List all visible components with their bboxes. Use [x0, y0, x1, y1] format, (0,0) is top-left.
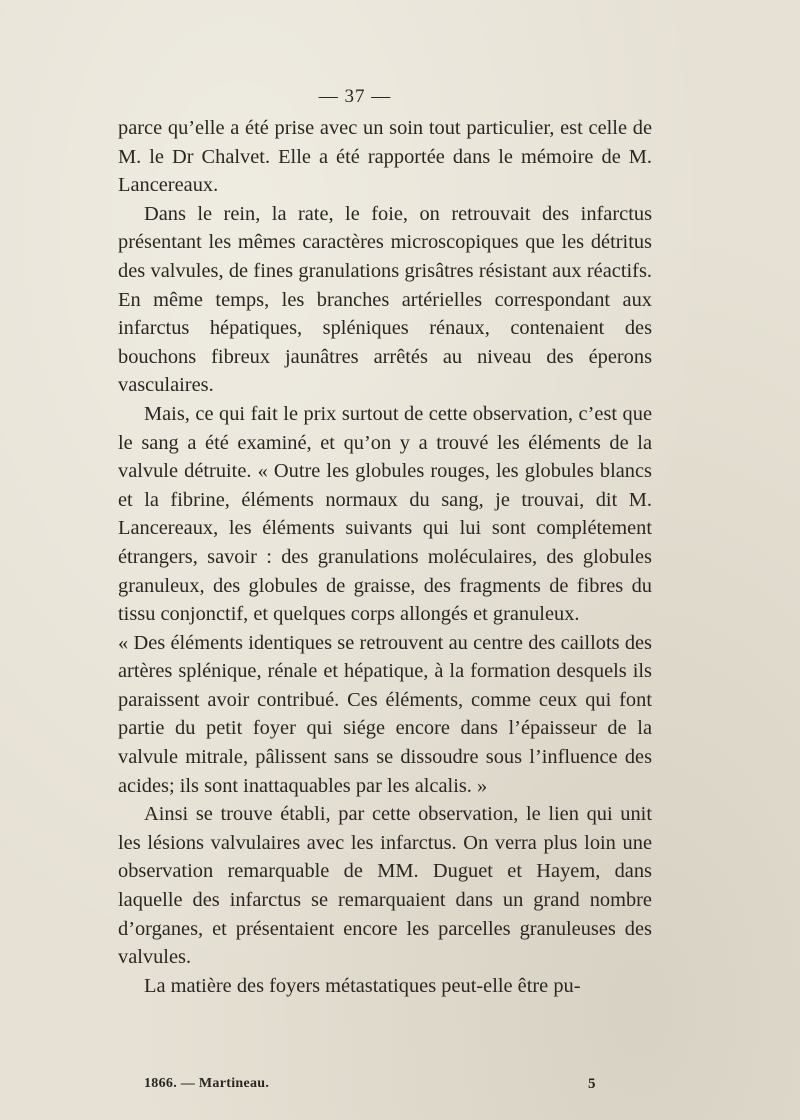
footer-signature: 1866. — Martineau.	[144, 1076, 270, 1091]
paragraph-4: « Des éléments identiques se retrouvent au centre des caillots des artères splénique, rénale et hépatique, à la formation desquels ils paraissent avoir contribué. Ces éléments, comme ceux qui font partie du petit foyer qui siége encore dans l’épaisseur de la valvule mitrale, pâlissent sans se dissoudre sous l’influence des acides; ils sont inattaquables par les alcalis. »	[118, 631, 652, 797]
body-text	[118, 114, 652, 1000]
paragraph-2: Dans le rein, la rate, le foie, on retrouvait des infarctus présentant les mêmes caractères microscopiques que les détritus des valvules, de fines granulations grisâtres résistant aux réactifs. En même temps, les branches artérielles correspondant aux infarctus hépatiques, spléniques rénaux, contenaient des bouchons fibreux jaunâtres arrêtés au niveau des éperons vasculaires.	[118, 202, 652, 397]
footer-sheet-number: 5	[588, 1076, 596, 1092]
paragraph-5: Ainsi se trouve établi, par cette observation, le lien qui unit les lésions valvulaires avec les infarctus. On verra plus loin une observation remarquable de MM. Duguet et Hayem, dans laquelle des infarctus se remarquaient dans un grand nombre d’organes, et présentaient encore les parcelles granuleuses des valvules.	[118, 803, 652, 969]
paragraph-6: La matière des foyers métastatiques peut-elle être pu-	[144, 974, 581, 997]
page-number: — 37 —	[318, 86, 392, 107]
paragraph-1: parce qu’elle a été prise avec un soin tout particulier, est celle de M. le Dr Chalvet. Elle a été rapportée dans le mémoire de M. Lancereaux.	[118, 117, 652, 197]
paragraph-3: Mais, ce qui fait le prix surtout de cette observation, c’est que le sang a été examiné, et qu’on y a trouvé les éléments de la valvule détruite. « Outre les globules rouges, les globules blancs et la fibrine, éléments normaux du sang, je trouvai, dit M. Lancereaux, les éléments suivants qui lui sont complétement étrangers, savoir : des granulations moléculaires, des globules granuleux, des globules de graisse, des fragments de fibres du tissu conjonctif, et quelques corps allongés et granuleux.	[118, 402, 652, 626]
